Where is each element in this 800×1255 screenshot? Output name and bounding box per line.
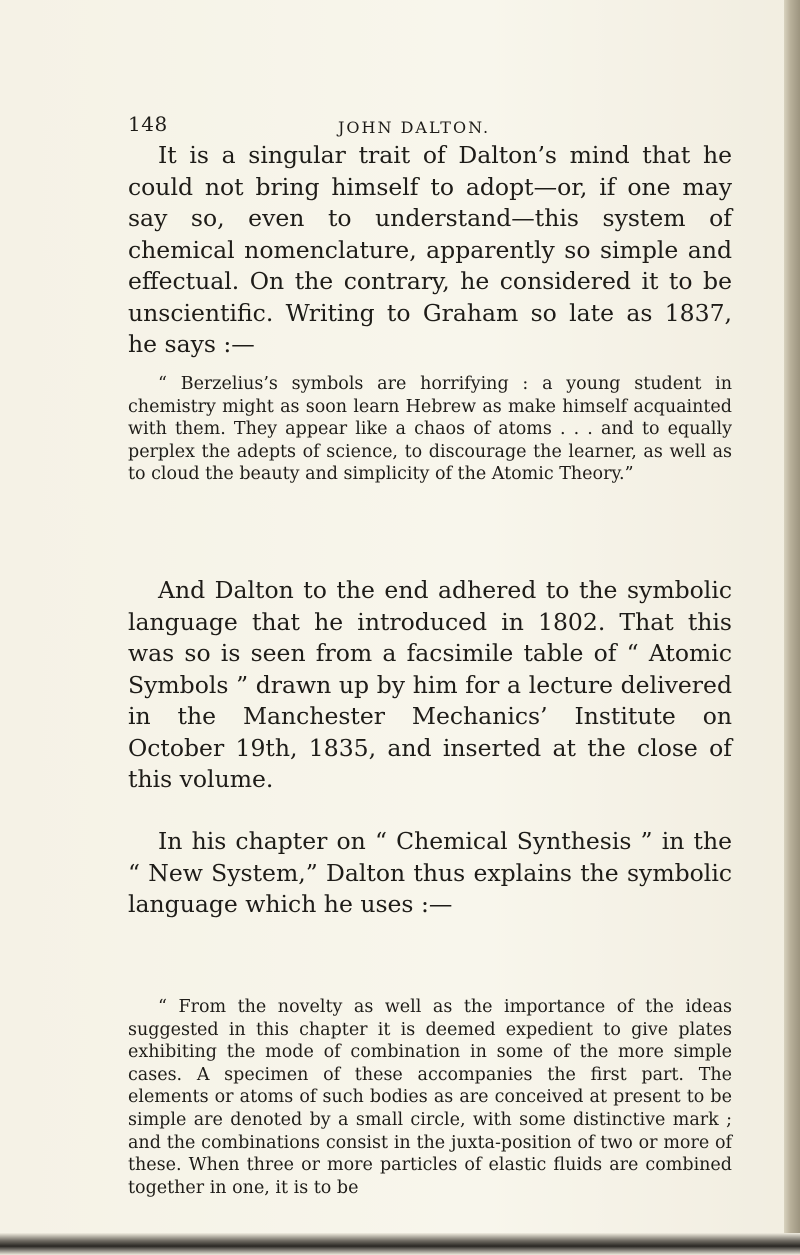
page-number: 148 <box>128 112 168 136</box>
body-paragraph-2: And Dalton to the end adhered to the symbolic language that he introduced in 1802. That this was so is seen from a facsimile table of “ Atomic Symbols ” drawn up by him for a lecture delivered in the Manchester Mechanics’ Institute on October 19th, 1835, and inserted at the close of this volume. <box>128 576 732 793</box>
body-paragraph-1: It is a singular trait of Dalton’s mind that he could not bring himself to adopt—or, if one may say so, even to understand—this system of chemical nomenclature, apparently so simple and effectual. On the contrary, he considered it to be unscientific. Writing to Graham so late as 1837, he says :— <box>128 141 732 358</box>
page-edge-shadow <box>784 0 800 1255</box>
block-quote-1: “ Berzelius’s symbols are horrifying : a young student in chemistry might as soon learn Hebrew as make himself acquainted with them. They appear like a chaos of atoms . . . and to equally perplex the adepts of science, to discourage the learner, as well as to cloud the beauty and simplicity of the Atomic Theory.” <box>128 374 732 485</box>
body-paragraph-3: In his chapter on “ Chemical Synthesis ” in the “ New System,” Dalton thus explains the symbolic language which he uses :— <box>128 827 732 918</box>
page-bottom-edge <box>0 1233 800 1255</box>
page-header <box>0 112 800 142</box>
running-head: JOHN DALTON. <box>338 118 491 137</box>
block-quote-2: “ From the novelty as well as the importance of the ideas suggested in this chapter it is deemed expedient to give plates exhibiting the mode of combination in some of the more simple cases. A specimen of these accompanies the first part. The elements or atoms of such bodies as are conceived at present to be simple are denoted by a small circle, with some distinctive mark ; and the combinations consist in the juxta-position of two or more of these. When three or more particles of elastic fluids are combined together in one, it is to be <box>128 997 732 1198</box>
